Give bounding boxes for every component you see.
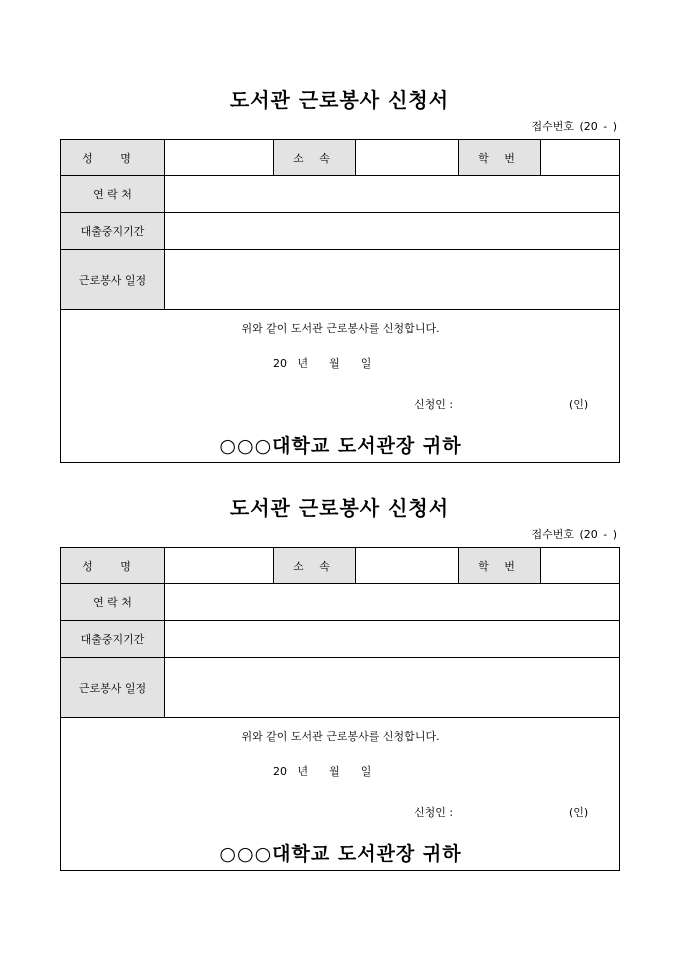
form-title: 도서관 근로봉사 신청서 [229,88,450,112]
name-label: 성 명 [61,548,165,584]
affiliation-label: 소 속 [274,140,356,176]
declaration-section [61,718,620,871]
form-title: 도서관 근로봉사 신청서 [229,496,450,520]
name-field[interactable] [165,548,274,584]
applicant-label: 신청인 : [414,806,454,819]
seal-label: (인) [569,806,589,819]
date-line: 20 년 월 일 [273,765,372,778]
applicant-label: 신청인 : [414,398,454,411]
work-schedule-field[interactable] [165,250,620,310]
application-form-2 [60,493,619,871]
affiliation-field[interactable] [356,140,459,176]
student-id-field[interactable] [541,548,620,584]
contact-label: 연 락 처 [61,176,165,213]
loan-suspension-field[interactable] [165,213,620,250]
contact-field[interactable] [165,176,620,213]
affiliation-label: 소 속 [274,548,356,584]
application-table [60,547,620,871]
receipt-number: 접수번호 (20 - ) [531,528,617,541]
contact-field[interactable] [165,584,620,621]
declaration-statement: 위와 같이 도서관 근로봉사를 신청합니다. [241,730,440,743]
work-schedule-label: 근로봉사 일정 [61,658,165,718]
loan-suspension-label: 대출중지기간 [61,213,165,250]
affiliation-field[interactable] [356,548,459,584]
declaration-statement: 위와 같이 도서관 근로봉사를 신청합니다. [241,322,440,335]
seal-label: (인) [569,398,589,411]
name-label: 성 명 [61,140,165,176]
application-table [60,139,620,463]
name-field[interactable] [165,140,274,176]
addressee: ○○○대학교 도서관장 귀하 [219,435,462,457]
loan-suspension-field[interactable] [165,621,620,658]
work-schedule-field[interactable] [165,658,620,718]
declaration-section [61,310,620,463]
date-line: 20 년 월 일 [273,357,372,370]
student-id-label: 학 번 [459,548,541,584]
student-id-field[interactable] [541,140,620,176]
application-form-1 [60,85,619,463]
loan-suspension-label: 대출중지기간 [61,621,165,658]
student-id-label: 학 번 [459,140,541,176]
contact-label: 연 락 처 [61,584,165,621]
work-schedule-label: 근로봉사 일정 [61,250,165,310]
addressee: ○○○대학교 도서관장 귀하 [219,843,462,865]
receipt-number: 접수번호 (20 - ) [531,120,617,133]
